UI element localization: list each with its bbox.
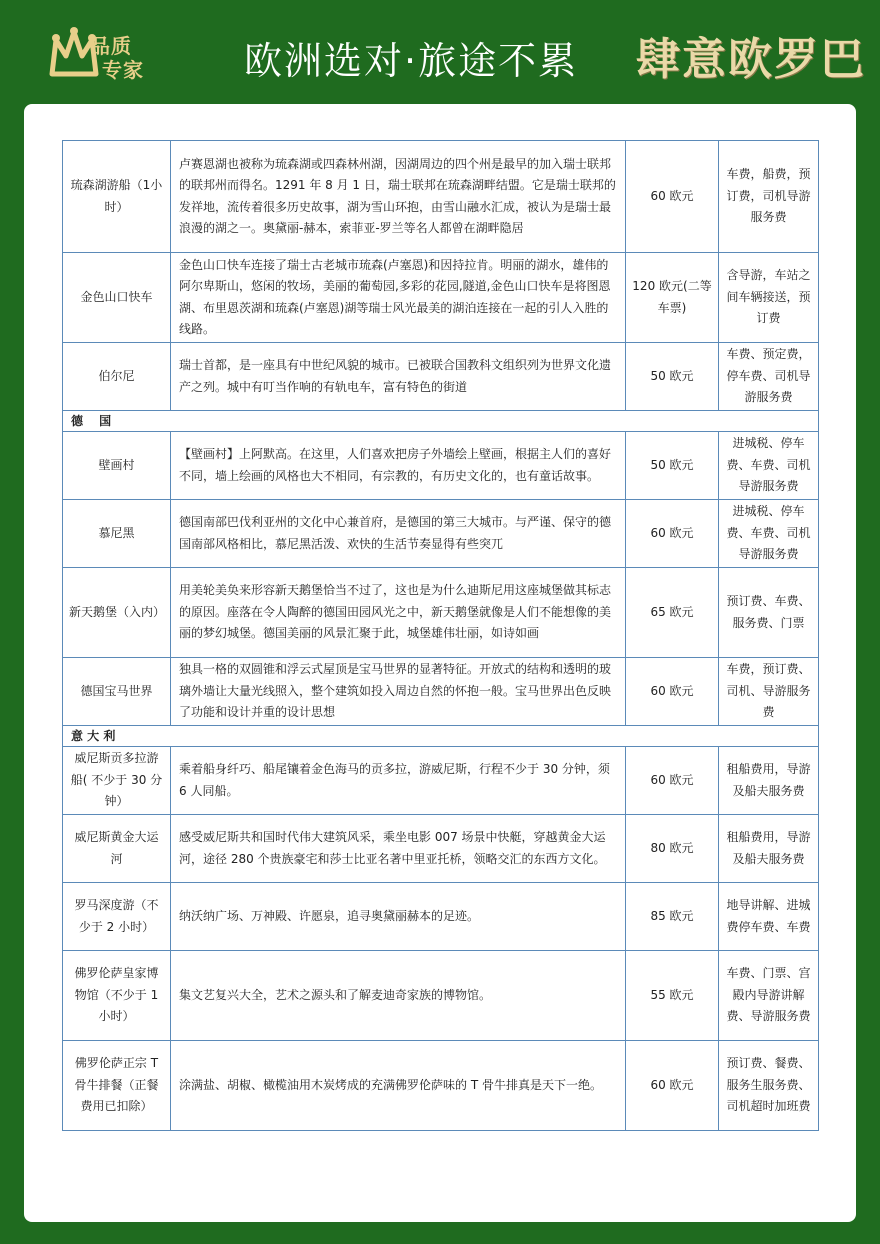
excursion-price: 60 欧元: [626, 1041, 719, 1131]
content-card: [24, 104, 856, 1222]
excursion-name: 威尼斯黄金大运河: [63, 815, 171, 883]
excursion-name: 罗马深度游（不少于 2 小时）: [63, 883, 171, 951]
excursion-includes: 进城税、停车费、车费、司机导游服务费: [719, 500, 819, 568]
excursion-description: 【壁画村】上阿默高。在这里，人们喜欢把房子外墙绘上壁画，根据主人们的喜好不同，墙上绘画的风格也大不相同，有宗教的，有历史文化的，也有童话故事。: [171, 432, 626, 500]
logo-line-2: 专家: [102, 58, 144, 82]
logo-line-1: 品质: [90, 34, 132, 58]
brand-logo: [48, 26, 188, 88]
table-row: [63, 568, 819, 658]
excursion-description: 用美轮美奂来形容新天鹅堡恰当不过了，这也是为什么迪斯尼用这座城堡做其标志的原因。座落在令人陶醉的德国田园风光之中，新天鹅堡就像是人们不能想像的美丽的梦幻城堡。德国美丽的风景汇聚于此，城堡雄伟壮丽，如诗如画: [171, 568, 626, 658]
excursion-name: 伯尔尼: [63, 343, 171, 411]
excursion-description: 乘着船身纤巧、船尾镶着金色海马的贡多拉，游威尼斯，行程不少于 30 分钟，须 6 人同船。: [171, 747, 626, 815]
excursion-includes: 进城税、停车费、车费、司机导游服务费: [719, 432, 819, 500]
excursion-includes: 租船费用，导游及船夫服务费: [719, 747, 819, 815]
excursion-description: 集文艺复兴大全，艺术之源头和了解麦迪奇家族的博物馆。: [171, 951, 626, 1041]
excursion-description: 独具一格的双圆锥和浮云式屋顶是宝马世界的显著特征。开放式的结构和透明的玻璃外墙让大量光线照入，整个建筑如投入周边自然的怀抱一般。宝马世界出色反映了功能和设计并重的设计思想: [171, 658, 626, 726]
excursion-table: [62, 140, 819, 1131]
excursion-description: 瑞士首都，是一座具有中世纪风貌的城市。已被联合国教科文组织列为世界文化遗产之列。城中有叮当作响的有轨电车，富有特色的街道: [171, 343, 626, 411]
excursion-price: 50 欧元: [626, 343, 719, 411]
excursion-name: 佛罗伦萨皇家博物馆（不少于 1 小时）: [63, 951, 171, 1041]
section-title: 德 国: [63, 411, 819, 432]
excursion-name: 琉森湖游船（1小时）: [63, 141, 171, 253]
excursion-name: 德国宝马世界: [63, 658, 171, 726]
excursion-includes: 含导游，车站之间车辆接送，预订费: [719, 253, 819, 343]
section-title: 意 大 利: [63, 726, 819, 747]
excursion-includes: 车费，船费，预订费，司机导游服务费: [719, 141, 819, 253]
table-row: [63, 658, 819, 726]
excursion-name: 威尼斯贡多拉游船( 不少于 30 分钟）: [63, 747, 171, 815]
excursion-price: 60 欧元: [626, 500, 719, 568]
excursion-price: 80 欧元: [626, 815, 719, 883]
table-row: [63, 883, 819, 951]
section-header-row: [63, 411, 819, 432]
excursion-name: 新天鹅堡（入内）: [63, 568, 171, 658]
excursion-description: 纳沃纳广场、万神殿、许愿泉，追寻奥黛丽赫本的足迹。: [171, 883, 626, 951]
excursion-includes: 租船费用，导游及船夫服务费: [719, 815, 819, 883]
table-row: [63, 500, 819, 568]
excursion-price: 55 欧元: [626, 951, 719, 1041]
table-row: [63, 747, 819, 815]
excursion-includes: 车费、预定费，停车费、司机导游服务费: [719, 343, 819, 411]
excursion-includes: 预订费、车费、服务费、门票: [719, 568, 819, 658]
excursion-price: 60 欧元: [626, 658, 719, 726]
excursion-includes: 地导讲解、进城费停车费、车费: [719, 883, 819, 951]
excursion-price: 120 欧元(二等车票): [626, 253, 719, 343]
excursion-price: 85 欧元: [626, 883, 719, 951]
excursion-price: 65 欧元: [626, 568, 719, 658]
excursion-price: 60 欧元: [626, 141, 719, 253]
section-header-row: [63, 726, 819, 747]
logo-text: [90, 34, 190, 82]
excursion-includes: 车费，预订费、司机、导游服务费: [719, 658, 819, 726]
excursion-name: 金色山口快车: [63, 253, 171, 343]
table-row: [63, 1041, 819, 1131]
table-row: [63, 815, 819, 883]
table-row: [63, 141, 819, 253]
excursion-includes: 车费、门票、宫殿内导游讲解费、导游服务费: [719, 951, 819, 1041]
table-row: [63, 432, 819, 500]
slogan: 欧洲选对·旅途不累: [244, 39, 579, 83]
table-row: [63, 343, 819, 411]
excursion-description: 德国南部巴伐利亚州的文化中心兼首府，是德国的第三大城市。与严谨、保守的德国南部风格相比，慕尼黑活泼、欢快的生活节奏显得有些突兀: [171, 500, 626, 568]
excursion-description: 感受威尼斯共和国时代伟大建筑风采，乘坐电影 007 场景中快艇，穿越黄金大运河，途径 280 个贵族豪宅和莎士比亚名著中里亚托桥，领略交汇的东西方文化。: [171, 815, 626, 883]
table-row: [63, 253, 819, 343]
excursion-name: 壁画村: [63, 432, 171, 500]
table-row: [63, 951, 819, 1041]
excursion-description: 卢赛恩湖也被称为琉森湖或四森林州湖，因湖周边的四个州是最早的加入瑞士联邦的联邦州而得名。1291 年 8 月 1 日，瑞士联邦在琉森湖畔结盟。它是瑞士联邦的发祥地，流传着很多历史故事，湖为雪山环抱，由雪山融水汇成，被认为是瑞士最浪漫的湖之一。奥黛丽-赫本，索菲亚-罗兰等名人都曾在湖畔隐居: [171, 141, 626, 253]
excursion-name: 慕尼黑: [63, 500, 171, 568]
excursion-description: 涂满盐、胡椒、橄榄油用木炭烤成的充满佛罗伦萨味的 T 骨牛排真是天下一绝。: [171, 1041, 626, 1131]
excursion-price: 60 欧元: [626, 747, 719, 815]
brand-title: 肆意欧罗巴: [636, 34, 866, 85]
excursion-name: 佛罗伦萨正宗 T 骨牛排餐（正餐费用已扣除）: [63, 1041, 171, 1131]
excursion-includes: 预订费、餐费、服务生服务费、司机超时加班费: [719, 1041, 819, 1131]
excursion-description: 金色山口快车连接了瑞士古老城市琉森(卢塞恩)和因持拉肯。明丽的湖水，雄伟的阿尔卑斯山，悠闲的牧场，美丽的葡萄园,多彩的花园,隧道,金色山口快车是将图恩湖、布里恩茨湖和琉森(卢塞恩)湖等瑞士风光最美的湖泊连接在一起的引人入胜的线路。: [171, 253, 626, 343]
excursion-price: 50 欧元: [626, 432, 719, 500]
page-header: [0, 0, 880, 104]
